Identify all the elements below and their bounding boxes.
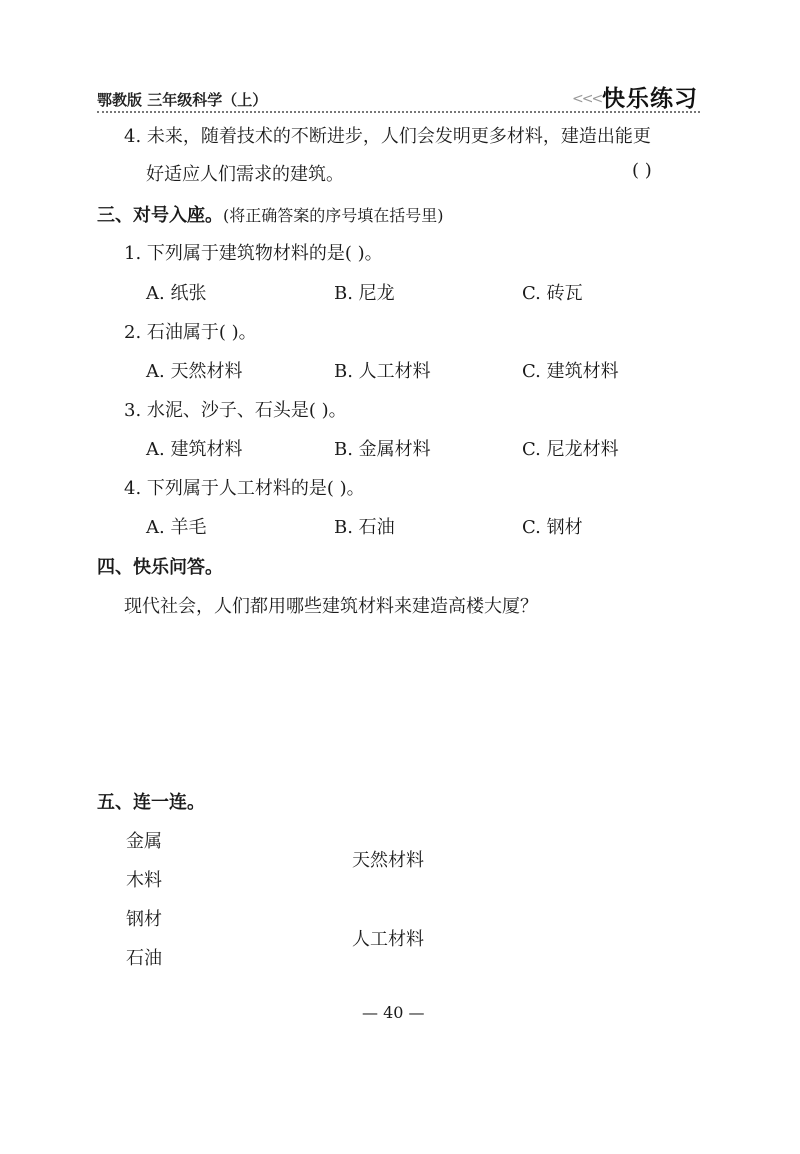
mc-q2-option-b[interactable]: B. 人工材料 — [334, 361, 431, 382]
match-left-item-4[interactable]: 石油 — [126, 948, 162, 969]
chevron-left-icon: <<< — [572, 91, 602, 107]
match-left-item-1[interactable]: 金属 — [126, 831, 162, 852]
question-4-line-2: 好适应人们需求的建筑。 — [146, 164, 344, 185]
mc-q4-option-a[interactable]: A. 羊毛 — [146, 517, 207, 538]
match-left-item-2[interactable]: 木料 — [126, 870, 162, 891]
mc-q1-option-c[interactable]: C. 砖瓦 — [522, 283, 583, 304]
mc-question-2: 2. 石油属于( )。 — [124, 322, 257, 343]
section-4-title: 四、快乐问答。 — [97, 557, 223, 578]
mc-q4-option-c[interactable]: C. 钢材 — [522, 517, 583, 538]
mc-q1-option-a[interactable]: A. 纸张 — [146, 283, 207, 304]
mc-q3-option-c[interactable]: C. 尼龙材料 — [522, 439, 619, 460]
answer-area[interactable] — [124, 630, 700, 780]
section-banner-title: 快乐练习 — [602, 86, 698, 112]
answer-blank[interactable]: ( ) — [632, 160, 652, 181]
match-left-item-3[interactable]: 钢材 — [126, 909, 162, 930]
header-divider — [97, 111, 700, 113]
section-3-heading — [97, 201, 444, 227]
match-right-item-2[interactable]: 人工材料 — [352, 929, 424, 950]
mc-q4-option-b[interactable]: B. 石油 — [334, 517, 395, 538]
mc-question-3: 3. 水泥、沙子、石头是( )。 — [124, 400, 347, 421]
mc-question-1: 1. 下列属于建筑物材料的是( )。 — [124, 243, 383, 264]
mc-q2-option-c[interactable]: C. 建筑材料 — [522, 361, 619, 382]
mc-q2-option-a[interactable]: A. 天然材料 — [146, 361, 243, 382]
mc-q1-option-b[interactable]: B. 尼龙 — [334, 283, 395, 304]
section-3-instruction: (将正确答案的序号填在括号里) — [223, 206, 444, 225]
section-3-title: 三、对号入座。 — [97, 205, 223, 226]
question-4-line-1: 4. 未来，随着技术的不断进步，人们会发明更多材料，建造出能更 — [124, 126, 651, 147]
match-right-item-1[interactable]: 天然材料 — [352, 850, 424, 871]
mc-q3-option-a[interactable]: A. 建筑材料 — [146, 439, 243, 460]
section-5-title: 五、连一连。 — [97, 792, 205, 813]
page-number: — 40 — — [362, 1003, 425, 1022]
book-header-title: 鄂教版 三年级科学（上） — [97, 91, 268, 109]
mc-question-4: 4. 下列属于人工材料的是( )。 — [124, 478, 365, 499]
open-question: 现代社会，人们都用哪些建筑材料来建造高楼大厦？ — [124, 596, 538, 617]
mc-q3-option-b[interactable]: B. 金属材料 — [334, 439, 431, 460]
